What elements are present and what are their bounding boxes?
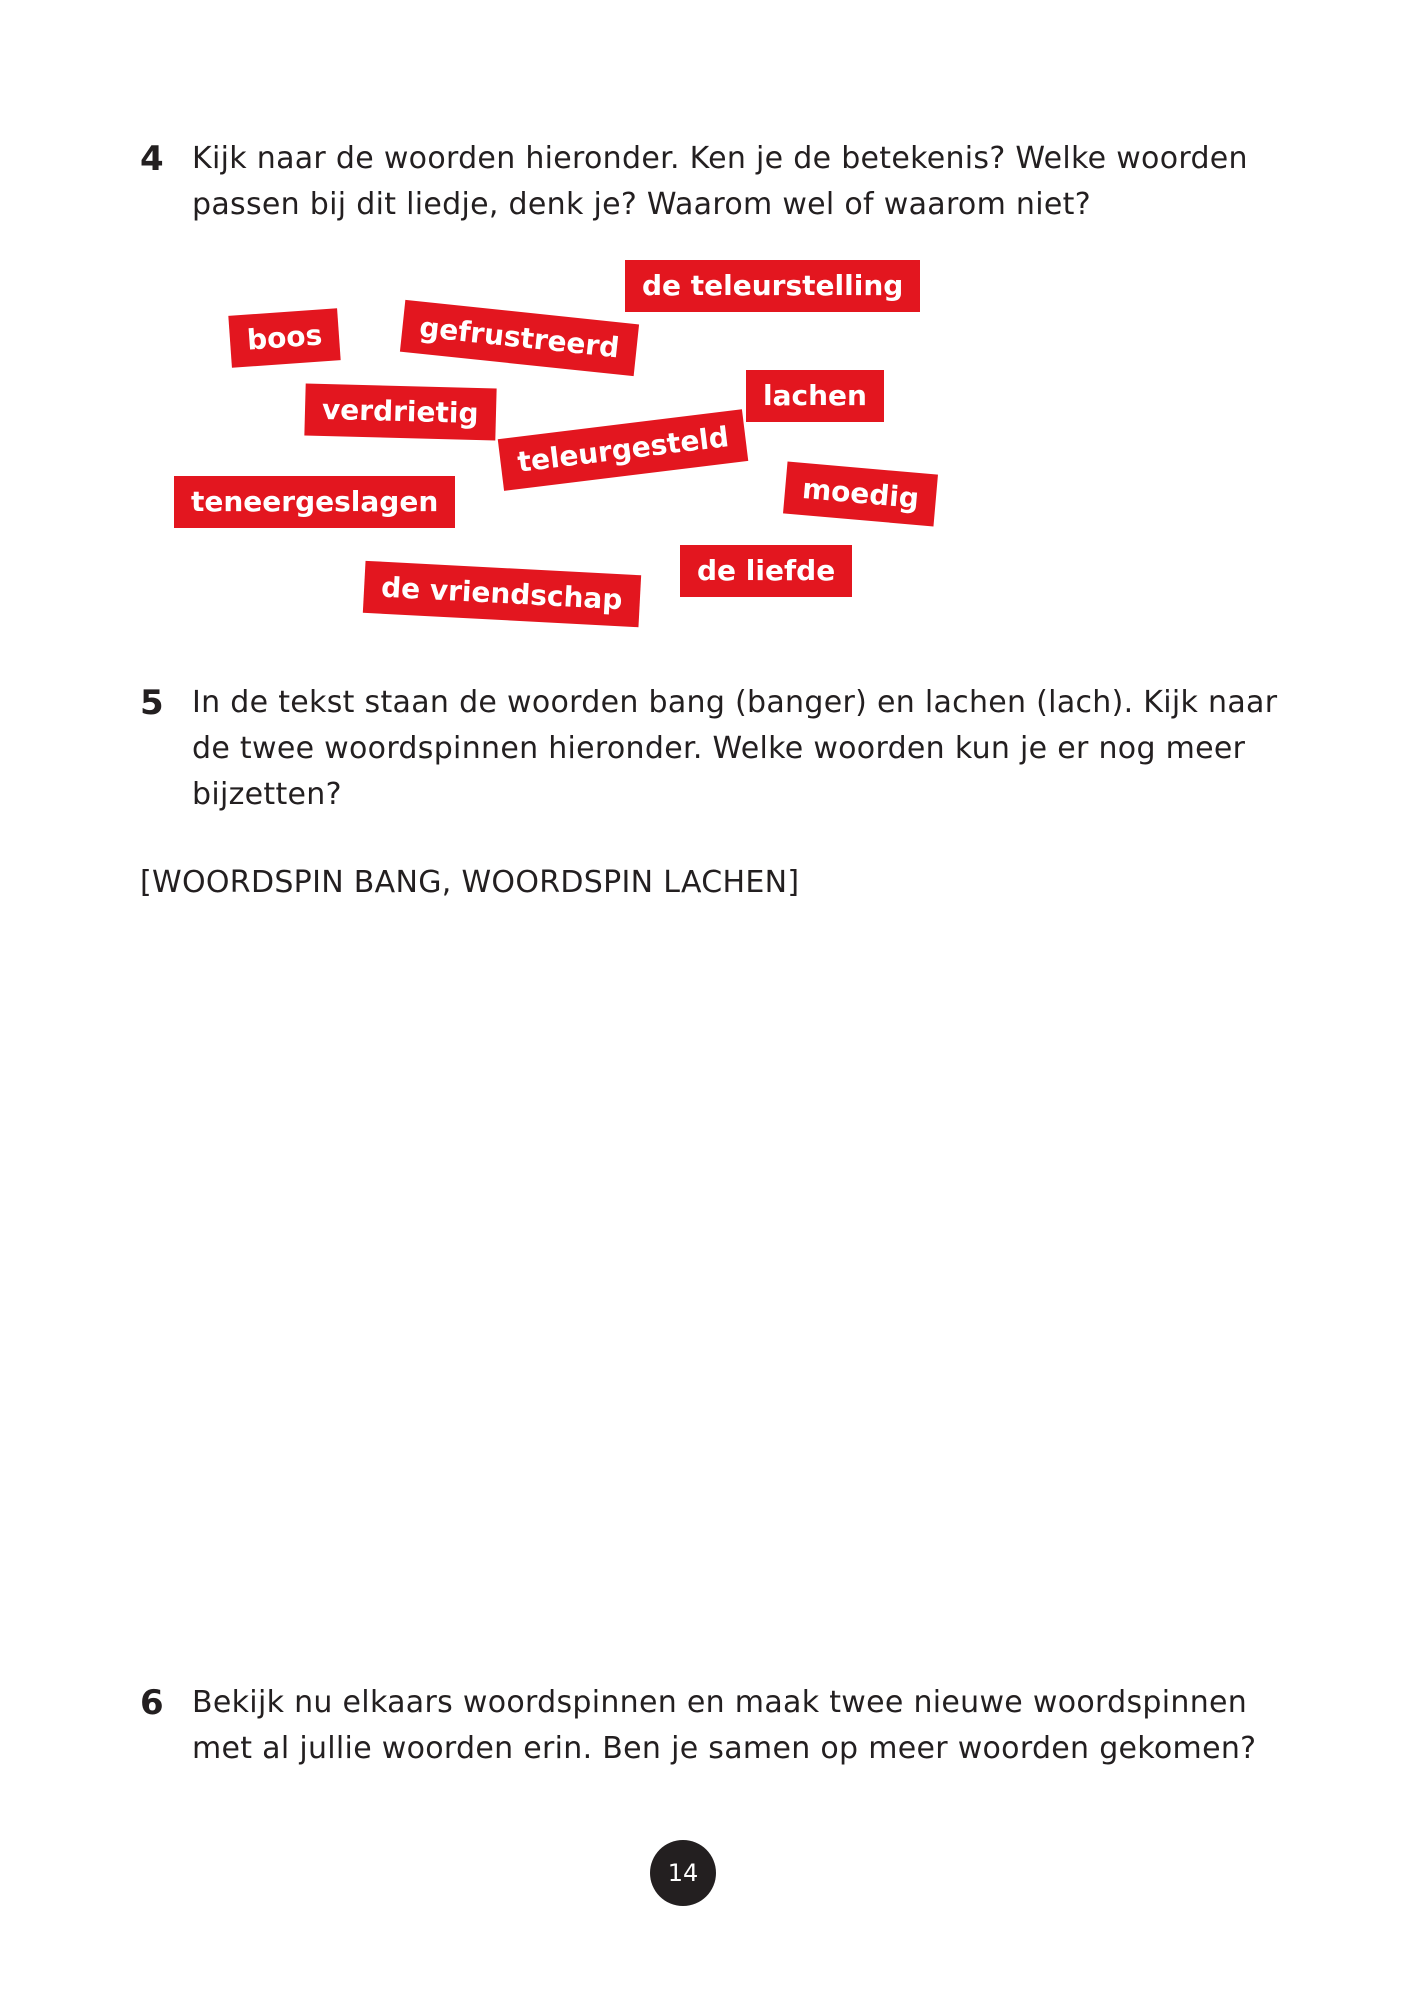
word-tag: verdrietig (304, 384, 496, 441)
question-6 (140, 1680, 1280, 1776)
question-5 (140, 680, 1280, 820)
woordspin-placeholder: [WOORDSPIN BANG, WOORDSPIN LACHEN] (140, 865, 800, 900)
word-tag: teleurgesteld (498, 409, 749, 491)
question-number: 6 (140, 1683, 164, 1723)
question-text: Kijk naar de woorden hieronder. Ken je de betekenis? Welke woorden passen bij dit liedje, denk je? Waarom wel of waarom niet? (192, 141, 1248, 222)
page-number-badge: 14 (650, 1840, 716, 1906)
word-tag: gefrustreerd (400, 300, 639, 376)
word-tag: moedig (783, 462, 938, 527)
word-tag: de vriendschap (363, 561, 641, 627)
question-text: In de tekst staan de woorden bang (banger) en lachen (lach). Kijk naar de twee woordspinnen hieronder. Welke woorden kun je er nog meer bijzetten? (192, 685, 1278, 812)
question-text: Bekijk nu elkaars woordspinnen en maak twee nieuwe woordspinnen met al jullie woorden erin. Ben je samen op meer woorden gekomen? (192, 1685, 1257, 1766)
word-tag: de teleurstelling (625, 260, 920, 312)
question-4 (140, 136, 1280, 232)
word-tag: teneergeslagen (174, 476, 455, 528)
word-tag: boos (228, 308, 341, 367)
question-number: 5 (140, 683, 164, 723)
word-tag: de liefde (680, 545, 852, 597)
word-tag: lachen (746, 370, 884, 422)
question-number: 4 (140, 139, 164, 179)
